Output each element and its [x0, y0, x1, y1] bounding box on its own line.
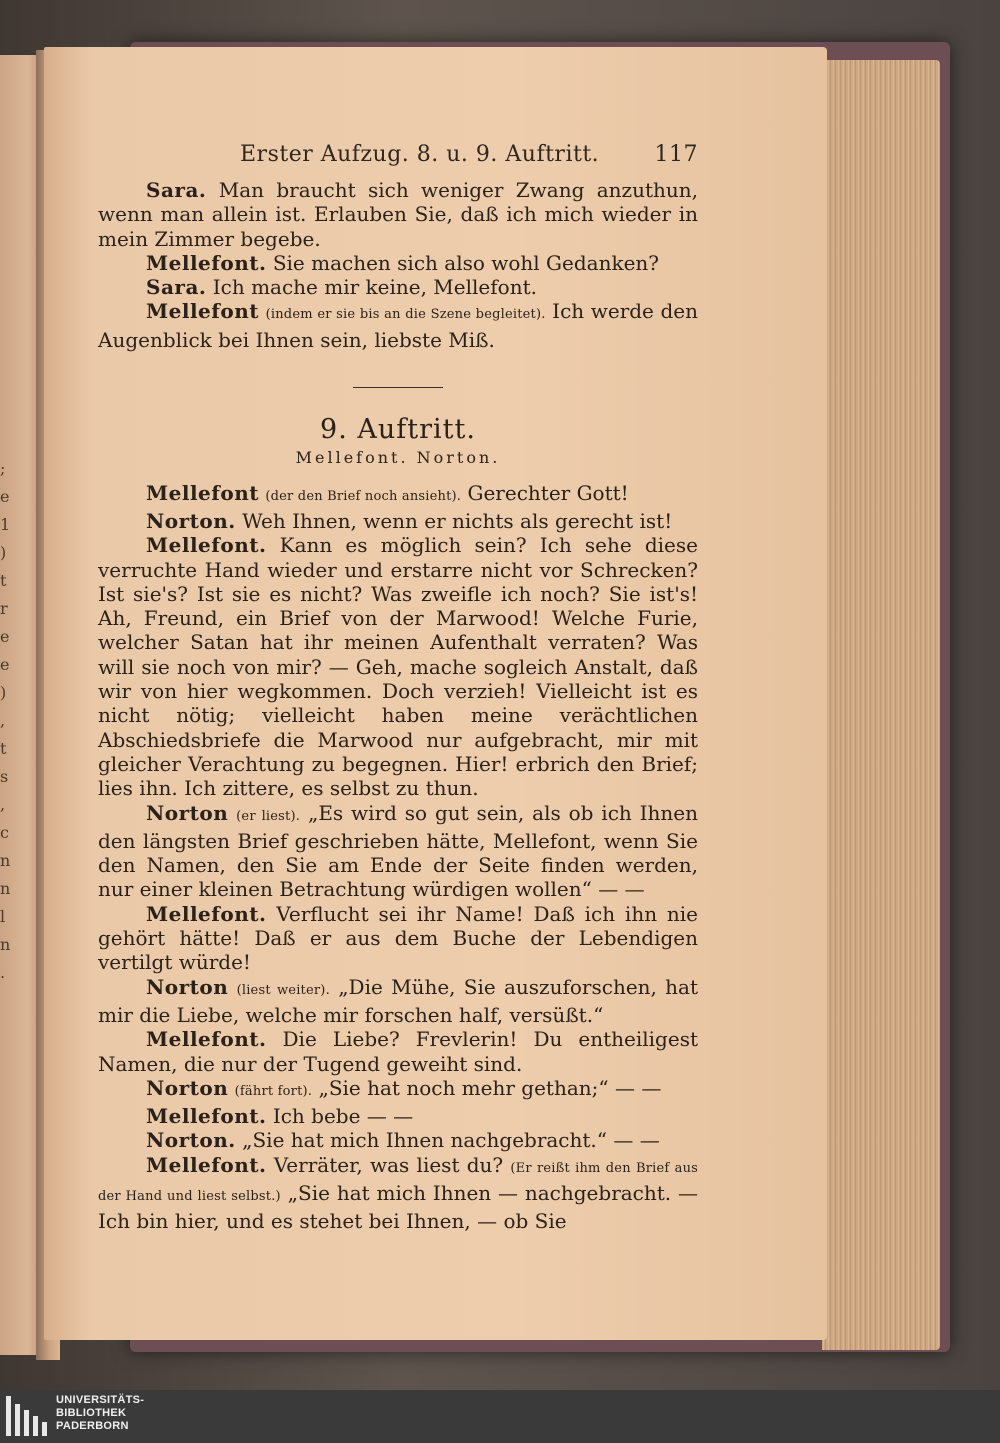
- library-footer: [0, 1390, 1000, 1443]
- library-name-line: BIBLIOTHEK: [56, 1407, 127, 1419]
- dialogue-text: „Die Mühe, Sie auszuforschen, hat mir die Liebe, welche mir forschen half, versüßt.“: [98, 974, 699, 1027]
- left-page-mark: 1: [0, 515, 11, 534]
- dialogue-text: Verflucht sei ihr Name! Daß ich ihn nie gehört hätte! Daß er aus dem Buche der Lebendigen vertilgt würde!: [98, 901, 699, 975]
- stage-direction: (er liest).: [236, 808, 301, 824]
- passage: [98, 975, 698, 1028]
- library-name: [56, 1394, 144, 1433]
- speaker-name: Mellefont.: [146, 1027, 267, 1052]
- left-page-mark: t: [0, 571, 7, 590]
- dialogue-text: Weh Ihnen, wenn er nichts als gerecht ist!: [242, 508, 673, 533]
- speaker-name: Mellefont.: [146, 533, 267, 558]
- left-page-marks: [0, 455, 12, 987]
- stage-direction: (liest weiter).: [236, 982, 330, 998]
- speaker-name: Norton.: [146, 508, 236, 533]
- left-page-mark: r: [0, 599, 8, 618]
- running-head-text: Erster Aufzug. 8. u. 9. Auftritt.: [240, 142, 600, 167]
- speaker-name: Mellefont.: [146, 1152, 267, 1177]
- passage: [98, 1153, 698, 1234]
- library-logo-icon: [6, 1396, 48, 1436]
- dialogue-text: „Sie hat mich Ihnen nachgebracht.“ — —: [242, 1128, 660, 1153]
- speaker-name: Sara.: [146, 178, 207, 202]
- dialogue-text: „Es wird so gut sein, als ob ich Ihnen den längsten Brief geschrieben hätte, Mellefont, wenn Sie den Namen, den Sie am Ende der Seite finden werden, nur einer kleinen Betrachtung würdigen wollen“ — —: [98, 800, 699, 902]
- dialogue-text: Kann es möglich sein? Ich sehe diese verruchte Hand wieder und erstarre nicht vor Schrecken? Ist sie's? Ist sie es nicht? Was zweifle ich noch? Sie ist's! Ah, Freund, ein Brief von der Marwood! Welche Furie, welcher Satan hat ihr meinen Aufenthalt verraten? Was will sie noch von mir? — Geh, mache sogleich Anstalt, daß wir von hier wegkommen. Doch verzieh! Vielleicht ist es nicht nötig; vielleicht haben meine verächtlichen Abschiedsbriefe die Marwood nur aufgebracht, mir mit gleicher Verachtung zu begegnen. Hier! erbrich den Brief; lies ihn. Ich zittere, es selbst zu thun.: [98, 533, 698, 801]
- passage: [98, 1076, 698, 1104]
- passage: [98, 275, 698, 299]
- speaker-name: Mellefont: [146, 299, 260, 324]
- left-page-mark: e: [0, 487, 10, 506]
- scene-heading: 9. Auftritt.: [320, 414, 476, 446]
- page-number: 117: [654, 142, 698, 167]
- passage: [98, 178, 698, 251]
- passage: [98, 481, 698, 509]
- speaker-name: Norton.: [146, 1128, 236, 1153]
- library-name-line: UNIVERSITÄTS-: [56, 1394, 145, 1406]
- dialogue-text: Ich mache mir keine, Mellefont.: [212, 275, 537, 300]
- dialogue-text: Verräter, was liest du?: [273, 1152, 504, 1177]
- scene-characters: Mellefont. Norton.: [295, 448, 501, 468]
- dialogue-text: Sie machen sich also wohl Gedanken?: [272, 250, 660, 275]
- passage: [98, 1128, 698, 1152]
- page-text: [98, 178, 698, 1234]
- dialogue-text: „Sie hat noch mehr gethan;“ — —: [318, 1075, 662, 1100]
- speaker-name: Norton: [146, 1075, 229, 1100]
- passage: [98, 251, 698, 275]
- passage: [98, 299, 698, 352]
- library-name-line: PADERBORN: [56, 1420, 129, 1432]
- dialogue-text: Ich werde den Augenblick bei Ihnen sein, liebste Miß.: [98, 299, 699, 352]
- left-page-mark: t: [0, 739, 7, 758]
- left-page-mark: ): [0, 543, 7, 562]
- left-page-mark: ,: [0, 711, 6, 730]
- speaker-name: Norton: [146, 974, 229, 999]
- running-head: [240, 142, 698, 172]
- passage: [98, 1027, 698, 1076]
- speaker-name: Mellefont: [146, 480, 260, 505]
- passage: [98, 902, 698, 975]
- speaker-name: Mellefont.: [146, 1104, 267, 1129]
- stage-direction: (fährt fort).: [234, 1083, 313, 1099]
- stage-direction: (indem er sie bis an die Szene begleitet).: [265, 307, 546, 323]
- left-page-mark: e: [0, 627, 10, 646]
- stage-direction: (Er reißt ihm den Brief aus der Hand und liest selbst.): [98, 1160, 699, 1204]
- speaker-name: Mellefont.: [146, 901, 267, 926]
- left-page-mark: s: [0, 767, 9, 786]
- left-page-mark: n: [0, 879, 11, 898]
- page-edges: [822, 60, 940, 1350]
- section-divider: [353, 387, 443, 388]
- speaker-name: Sara.: [146, 275, 207, 300]
- left-page-mark: ,: [0, 795, 6, 814]
- left-page-mark: ;: [0, 459, 6, 478]
- dialogue-text: Ich bebe — —: [272, 1104, 414, 1129]
- left-page-mark: l: [0, 907, 6, 926]
- left-page-mark: n: [0, 851, 11, 870]
- left-page-mark: c: [0, 823, 9, 842]
- left-page-mark: .: [0, 963, 6, 982]
- left-page-mark: n: [0, 935, 11, 954]
- stage-direction: (der den Brief noch ansieht).: [265, 488, 462, 504]
- passage: [98, 533, 698, 800]
- dialogue-text: Gerechter Gott!: [467, 480, 629, 505]
- dialogue-text: Die Liebe? Frevlerin! Du entheiligest Namen, die nur der Tugend geweiht sind.: [98, 1027, 698, 1076]
- dialogue-text-continued: „Sie hat mich Ihnen — nachgebracht. — Ich bin hier, und es stehet bei Ihnen, — ob Sie: [98, 1180, 698, 1234]
- left-page-mark: e: [0, 655, 10, 674]
- speaker-name: Norton: [146, 800, 229, 825]
- dialogue-text: Man braucht sich weniger Zwang anzuthun, wenn man allein ist. Erlauben Sie, daß ich mich wieder in mein Zimmer begebe.: [98, 178, 699, 251]
- passage: [98, 1104, 698, 1128]
- left-page-mark: ): [0, 683, 7, 702]
- passage: [98, 801, 698, 902]
- speaker-name: Mellefont.: [146, 250, 267, 275]
- passage: [98, 509, 698, 533]
